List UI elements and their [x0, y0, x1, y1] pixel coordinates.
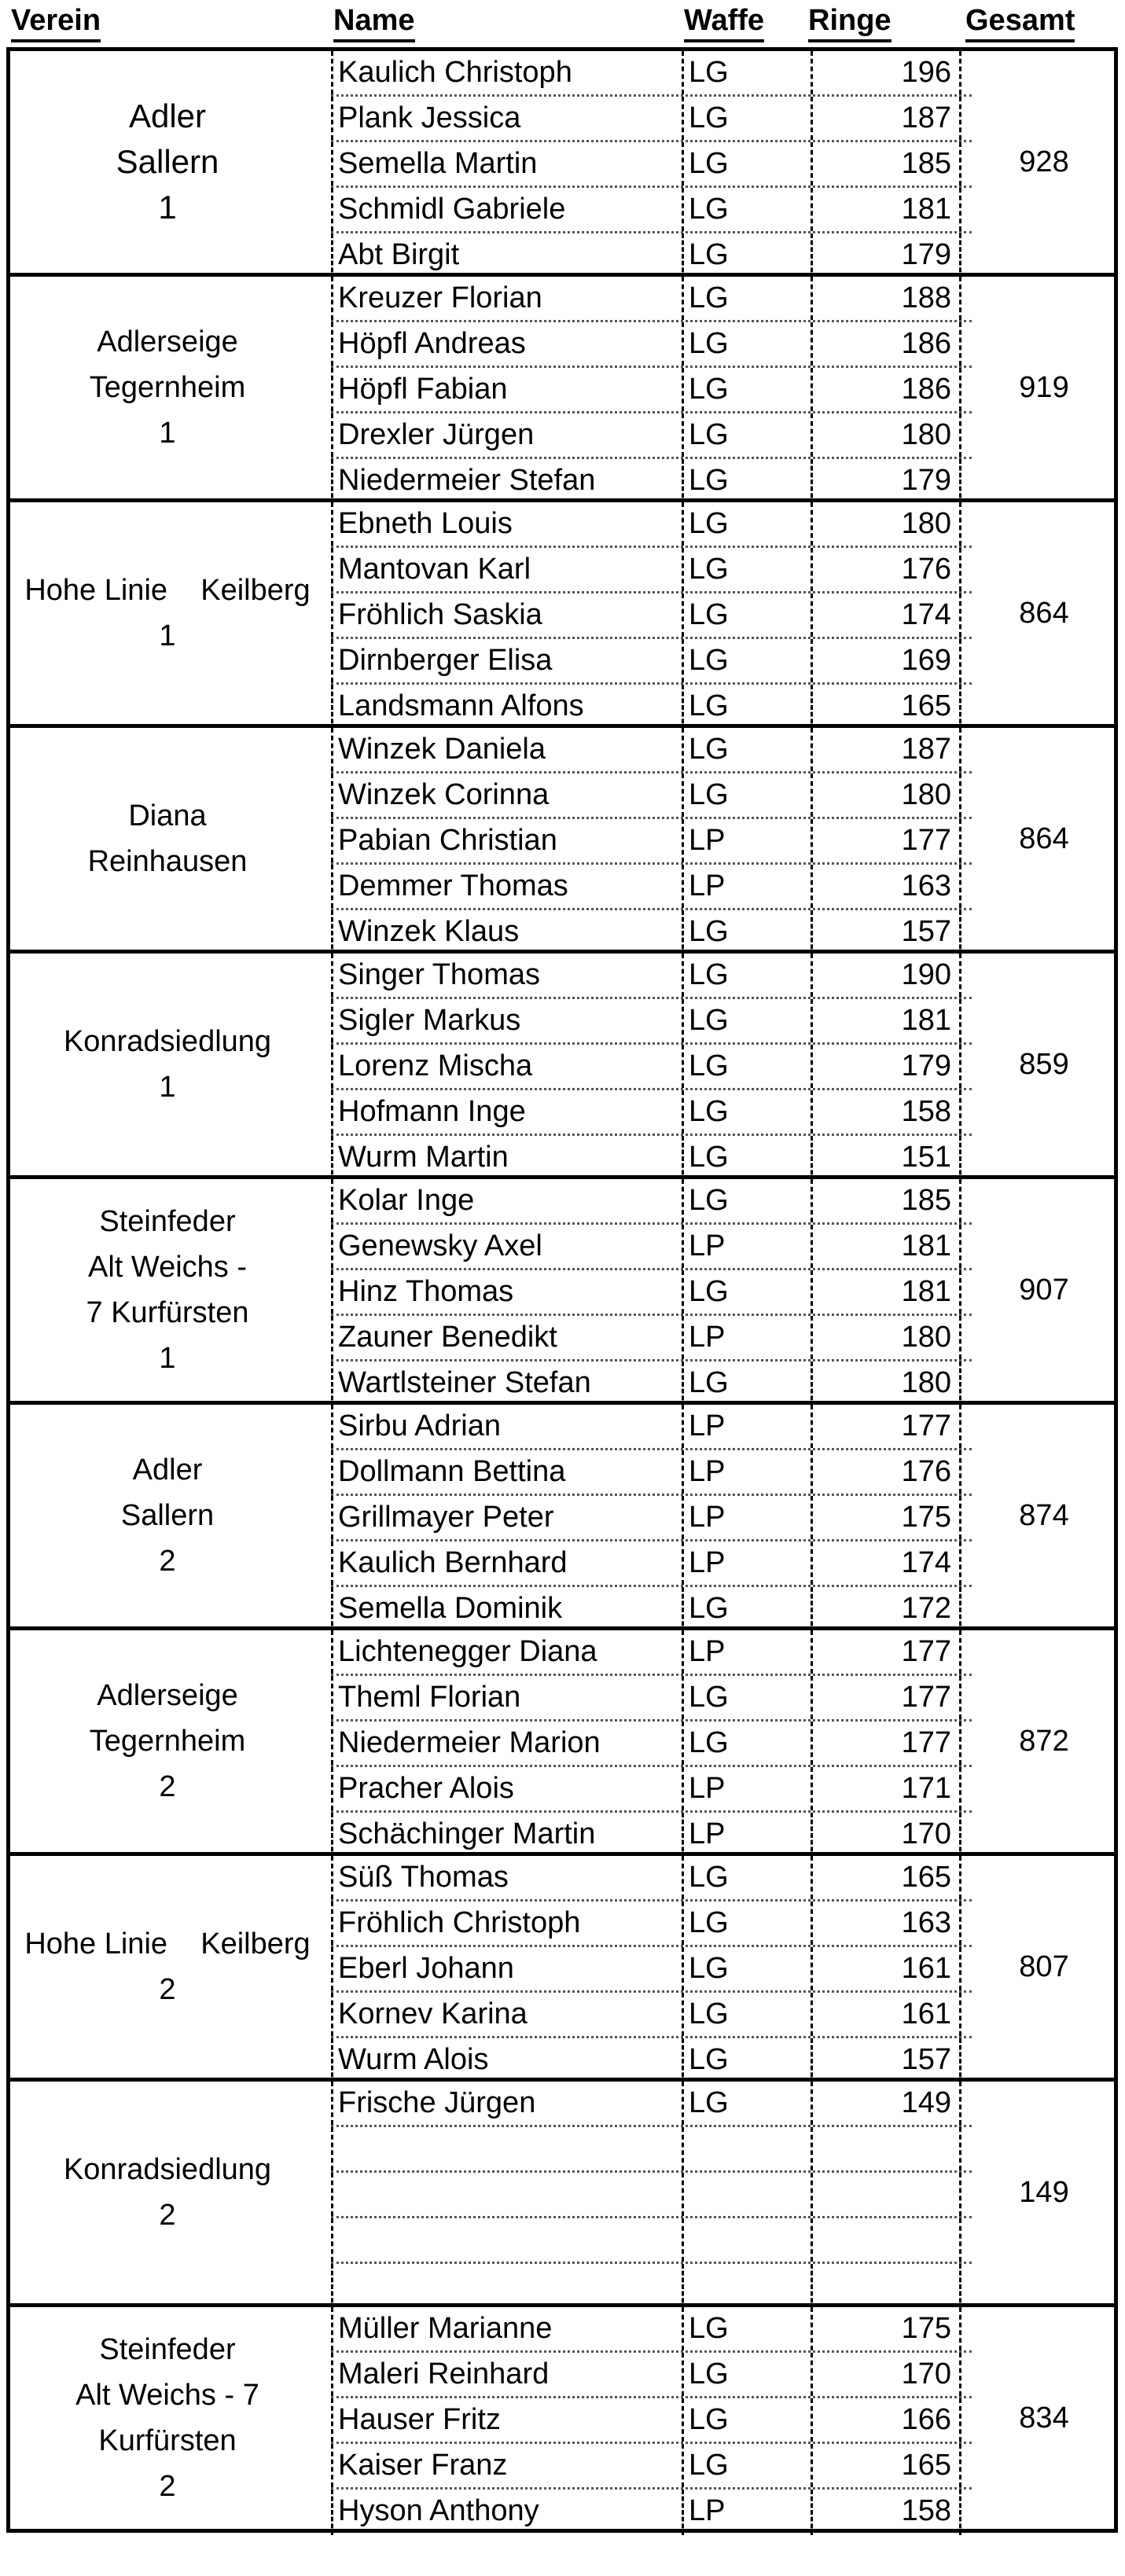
- shooter-rings: 158: [806, 2490, 961, 2535]
- club-name-line: Alt Weichs - 7: [75, 2379, 259, 2412]
- shooter-rows: [331, 502, 972, 724]
- shooter-name: Fröhlich Saskia: [331, 593, 684, 637]
- shooter-weapon: LG: [682, 233, 813, 279]
- shooter-name: Hauser Fritz: [331, 2398, 684, 2442]
- shooter-weapon: LP: [682, 1496, 813, 1539]
- shooter-weapon: LP: [682, 1450, 813, 1494]
- shooter-rows: [331, 1630, 972, 1852]
- club-name-line: Alt Weichs -: [87, 1251, 247, 1284]
- table-row: [331, 1179, 972, 1225]
- table-row: [331, 2127, 972, 2173]
- team-block: [6, 1852, 1118, 2082]
- shooter-rings: 181: [806, 1225, 961, 1268]
- shooter-name: Kaiser Franz: [331, 2444, 684, 2487]
- club-name: [10, 2307, 325, 2529]
- table-row: [331, 548, 972, 593]
- club-name-line: Hohe Linie Keilberg: [24, 574, 311, 607]
- club-name: [10, 728, 325, 950]
- club-name-line: 2: [159, 2470, 176, 2503]
- shooter-weapon: LP: [682, 865, 813, 908]
- shooter-weapon: LG: [682, 774, 813, 817]
- team-block: [6, 2078, 1118, 2307]
- table-row: [331, 2173, 972, 2218]
- shooter-weapon: LG: [682, 999, 813, 1042]
- club-name-line: Reinhausen: [87, 845, 248, 878]
- shooter-rings: 161: [806, 1993, 961, 2036]
- shooter-name: Fröhlich Christoph: [331, 1902, 684, 1945]
- shooter-rings: 179: [806, 459, 961, 505]
- club-name-line: Adlerseige: [97, 325, 238, 358]
- table-row: [331, 1225, 972, 1270]
- team-block: [6, 950, 1118, 1179]
- table-row: [331, 1090, 972, 1136]
- shooter-name: Hinz Thomas: [331, 1270, 684, 1314]
- shooter-name: Grillmayer Peter: [331, 1496, 684, 1539]
- shooter-weapon: LG: [682, 1902, 813, 1945]
- club-name-line: 1: [159, 417, 176, 450]
- shooter-weapon: LG: [682, 2307, 813, 2350]
- shooter-name: Singer Thomas: [331, 954, 684, 997]
- club-name: [10, 1179, 325, 1401]
- shooter-weapon: LG: [682, 2353, 813, 2396]
- shooter-name: Kolar Inge: [331, 1179, 684, 1222]
- shooter-rings: 180: [806, 502, 961, 546]
- shooter-rings: 185: [806, 142, 961, 186]
- shooter-rings: 187: [806, 97, 961, 140]
- shooter-name: Wartlsteiner Stefan: [331, 1361, 684, 1407]
- shooter-weapon: LG: [682, 2398, 813, 2442]
- shooter-name: Kaulich Bernhard: [331, 1542, 684, 1585]
- table-row: [331, 1270, 972, 1316]
- table-row: [331, 865, 972, 910]
- shooter-weapon: LG: [682, 502, 813, 546]
- club-name: [10, 1856, 325, 2078]
- shooter-name: Winzek Corinna: [331, 774, 684, 817]
- club-name-line: 1: [158, 189, 177, 226]
- club-name-line: Adler: [128, 97, 207, 134]
- shooter-rings: 180: [806, 413, 961, 457]
- shooter-name: Ebneth Louis: [331, 502, 684, 546]
- shooter-weapon: LG: [682, 1090, 813, 1134]
- shooter-name: Eberl Johann: [331, 1947, 684, 1990]
- shooter-weapon: LG: [682, 322, 813, 366]
- shooter-name: Semella Martin: [331, 142, 684, 186]
- shooter-name: Höpfl Fabian: [331, 368, 684, 411]
- club-name: [10, 1405, 325, 1626]
- table-row: [331, 1316, 972, 1361]
- shooter-rings: 181: [806, 188, 961, 231]
- shooter-weapon: LP: [682, 819, 813, 862]
- club-name-line: Tegernheim: [89, 371, 246, 404]
- table-row: [331, 2082, 972, 2127]
- shooter-rings: 158: [806, 1090, 961, 1134]
- club-name-line: Konradsiedlung: [63, 1025, 272, 1058]
- shooter-weapon: LG: [682, 97, 813, 140]
- table-row: [331, 1542, 972, 1587]
- shooter-rings: 181: [806, 999, 961, 1042]
- shooter-weapon: LG: [682, 1587, 813, 1633]
- club-name-line: 7 Kurfürsten: [86, 1296, 249, 1329]
- shooter-name: [331, 2173, 684, 2216]
- shooter-rings: 170: [806, 1813, 961, 1858]
- club-name-line: Tegernheim: [89, 1725, 246, 1758]
- shooter-name: Winzek Daniela: [331, 728, 684, 771]
- club-name-line: Kurfürsten: [98, 2424, 237, 2457]
- shooter-name: Dollmann Bettina: [331, 1450, 684, 1494]
- team-block: [6, 47, 1118, 277]
- shooter-rings: 177: [806, 819, 961, 862]
- team-block: [6, 273, 1118, 502]
- club-name: [10, 2082, 325, 2303]
- shooter-rings: 186: [806, 368, 961, 411]
- shooter-name: Drexler Jürgen: [331, 413, 684, 457]
- table-row: [331, 1496, 972, 1542]
- shooter-rings: 165: [806, 2444, 961, 2487]
- team-total: 872: [1019, 1724, 1069, 1758]
- shooter-name: Hofmann Inge: [331, 1090, 684, 1134]
- shooter-rings: 163: [806, 1902, 961, 1945]
- shooter-name: Winzek Klaus: [331, 910, 684, 956]
- table-row: [331, 774, 972, 819]
- shooter-name: Müller Marianne: [331, 2307, 684, 2350]
- shooter-rings: 161: [806, 1947, 961, 1990]
- shooter-name: Hyson Anthony: [331, 2490, 684, 2535]
- shooter-name: Lichtenegger Diana: [331, 1630, 684, 1674]
- shooter-name: Wurm Martin: [331, 1136, 684, 1181]
- shooter-weapon: LP: [682, 1767, 813, 1810]
- shooter-rings: 188: [806, 277, 961, 320]
- table-row: [331, 142, 972, 188]
- shooter-rings: 177: [806, 1676, 961, 1719]
- table-row: [331, 277, 972, 322]
- shooter-weapon: LG: [682, 2038, 813, 2084]
- shooter-name: Niedermeier Stefan: [331, 459, 684, 505]
- shooter-weapon: LG: [682, 1947, 813, 1990]
- shooter-rings: 170: [806, 2353, 961, 2396]
- shooter-name: Mantovan Karl: [331, 548, 684, 591]
- shooter-rows: [331, 1405, 972, 1626]
- shooter-rings: [806, 2127, 961, 2170]
- shooter-name: Niedermeier Marion: [331, 1722, 684, 1765]
- shooter-rows: [331, 277, 972, 498]
- shooter-weapon: LG: [682, 1856, 813, 1899]
- shooter-rings: 157: [806, 2038, 961, 2084]
- team-block: [6, 1175, 1118, 1405]
- club-name: [10, 1630, 325, 1852]
- shooter-weapon: LG: [682, 639, 813, 682]
- club-name-line: Sallern: [116, 143, 219, 180]
- shooter-rings: 180: [806, 1316, 961, 1359]
- shooter-name: Kornev Karina: [331, 1993, 684, 2036]
- table-row: [331, 639, 972, 685]
- shooter-rings: 177: [806, 1405, 961, 1448]
- club-name-line: Konradsiedlung: [63, 2153, 272, 2186]
- shooter-rings: 180: [806, 774, 961, 817]
- shooter-rings: 157: [806, 910, 961, 956]
- shooter-weapon: LG: [682, 188, 813, 231]
- shooter-weapon: LG: [682, 1270, 813, 1314]
- shooter-rings: 187: [806, 728, 961, 771]
- shooter-rings: 165: [806, 685, 961, 730]
- shooter-weapon: LP: [682, 1225, 813, 1268]
- shooter-rows: [331, 2082, 972, 2303]
- table-row: [331, 97, 972, 142]
- team-total: 919: [1019, 370, 1069, 404]
- shooter-rows: [331, 954, 972, 1175]
- shooter-rings: 169: [806, 639, 961, 682]
- club-name-line: 1: [159, 1342, 176, 1375]
- table-row: [331, 1676, 972, 1722]
- shooter-weapon: LG: [682, 51, 813, 94]
- shooter-weapon: LG: [682, 685, 813, 730]
- shooter-rings: 179: [806, 233, 961, 279]
- table-row: [331, 1947, 972, 1993]
- shooter-name: Zauner Benedikt: [331, 1316, 684, 1359]
- club-name-line: Adlerseige: [97, 1679, 238, 1712]
- shooter-name: Schmidl Gabriele: [331, 188, 684, 231]
- shooter-weapon: LG: [682, 1722, 813, 1765]
- shooter-weapon: LP: [682, 1630, 813, 1674]
- shooter-name: Süß Thomas: [331, 1856, 684, 1899]
- shooter-name: Schächinger Martin: [331, 1813, 684, 1858]
- shooter-name: Landsmann Alfons: [331, 685, 684, 730]
- club-name: [10, 277, 325, 498]
- shooter-weapon: LG: [682, 1179, 813, 1222]
- club-name-line: Hohe Linie Keilberg: [24, 1927, 311, 1960]
- team-total: 874: [1019, 1498, 1069, 1532]
- table-row: [331, 1450, 972, 1496]
- team-block: [6, 2303, 1118, 2533]
- shooter-rows: [331, 728, 972, 950]
- shooter-rings: 176: [806, 1450, 961, 1494]
- table-row: [331, 502, 972, 548]
- shooter-weapon: LG: [682, 728, 813, 771]
- club-name: [10, 954, 325, 1175]
- shooter-rows: [331, 51, 972, 273]
- shooter-weapon: LG: [682, 910, 813, 956]
- shooter-name: Plank Jessica: [331, 97, 684, 140]
- club-name-line: Adler: [132, 1453, 203, 1486]
- team-total: 864: [1019, 596, 1069, 630]
- shooter-rings: [806, 2218, 961, 2262]
- shooter-rings: 149: [806, 2082, 961, 2125]
- shooter-name: Dirnberger Elisa: [331, 639, 684, 682]
- table-row: [331, 322, 972, 368]
- header-verein: Verein: [11, 3, 101, 42]
- header-gesamt: Gesamt: [965, 3, 1075, 42]
- shooter-rings: 181: [806, 1270, 961, 1314]
- shooter-rings: 185: [806, 1179, 961, 1222]
- table-row: [331, 2353, 972, 2398]
- shooter-name: Pracher Alois: [331, 1767, 684, 1810]
- table-header: [0, 0, 1125, 44]
- shooter-name: Höpfl Andreas: [331, 322, 684, 366]
- team-total: 859: [1019, 1047, 1069, 1081]
- shooter-rings: 165: [806, 1856, 961, 1899]
- team-total: 834: [1019, 2401, 1069, 2435]
- shooter-rings: 171: [806, 1767, 961, 1810]
- header-ringe: Ringe: [808, 3, 892, 42]
- table-row: [331, 2444, 972, 2490]
- shooter-weapon: LP: [682, 1316, 813, 1359]
- table-row: [331, 51, 972, 97]
- shooter-rings: 175: [806, 1496, 961, 1539]
- table-row: [331, 1767, 972, 1813]
- club-name-line: 2: [159, 2199, 176, 2232]
- shooter-name: Frische Jürgen: [331, 2082, 684, 2125]
- shooter-rings: 186: [806, 322, 961, 366]
- shooter-name: [331, 2218, 684, 2262]
- club-name-line: 1: [159, 1071, 176, 1104]
- shooter-rings: 196: [806, 51, 961, 94]
- club-name-line: Diana: [128, 799, 207, 832]
- table-row: [331, 819, 972, 865]
- shooter-name: Sigler Markus: [331, 999, 684, 1042]
- shooter-rings: 151: [806, 1136, 961, 1181]
- team-block: [6, 498, 1118, 728]
- club-name-line: 2: [159, 1973, 176, 2006]
- table-row: [331, 413, 972, 459]
- table-row: [331, 999, 972, 1045]
- shooter-weapon: LG: [682, 459, 813, 505]
- shooter-weapon: LG: [682, 277, 813, 320]
- table-row: [331, 2307, 972, 2353]
- shooter-weapon: LG: [682, 1045, 813, 1088]
- results-table: [6, 47, 1118, 2529]
- team-block: [6, 724, 1118, 954]
- shooter-name: Kreuzer Florian: [331, 277, 684, 320]
- shooter-name: Semella Dominik: [331, 1587, 684, 1633]
- shooter-name: Wurm Alois: [331, 2038, 684, 2084]
- table-row: [331, 188, 972, 233]
- table-row: [331, 2490, 972, 2535]
- shooter-weapon: [682, 2218, 813, 2262]
- shooter-name: Demmer Thomas: [331, 865, 684, 908]
- club-name-line: Steinfeder: [99, 2333, 236, 2366]
- shooter-weapon: LG: [682, 413, 813, 457]
- shooter-name: Kaulich Christoph: [331, 51, 684, 94]
- table-row: [331, 728, 972, 774]
- shooter-weapon: LP: [682, 1813, 813, 1858]
- team-total: 149: [1019, 2175, 1069, 2209]
- shooter-rings: 179: [806, 1045, 961, 1088]
- shooter-weapon: [682, 2173, 813, 2216]
- shooter-rings: 180: [806, 1361, 961, 1407]
- table-row: [331, 593, 972, 639]
- shooter-rings: 172: [806, 1587, 961, 1633]
- shooter-rings: 163: [806, 865, 961, 908]
- shooter-rings: 177: [806, 1722, 961, 1765]
- shooter-rows: [331, 2307, 972, 2529]
- table-row: [331, 1405, 972, 1450]
- table-row: [331, 2398, 972, 2444]
- shooter-name: Abt Birgit: [331, 233, 684, 279]
- table-row: [331, 1902, 972, 1947]
- table-row: [331, 1722, 972, 1767]
- shooter-weapon: LG: [682, 954, 813, 997]
- shooter-weapon: LG: [682, 1136, 813, 1181]
- club-name-line: 2: [159, 1545, 176, 1578]
- shooter-rings: 166: [806, 2398, 961, 2442]
- table-row: [331, 368, 972, 413]
- shooter-weapon: LG: [682, 368, 813, 411]
- club-name-line: 1: [159, 619, 176, 652]
- team-block: [6, 1401, 1118, 1630]
- shooter-weapon: LG: [682, 142, 813, 186]
- shooter-rings: 176: [806, 548, 961, 591]
- team-total: 907: [1019, 1273, 1069, 1306]
- shooter-weapon: LG: [682, 548, 813, 591]
- shooter-weapon: LP: [682, 1405, 813, 1448]
- team-block: [6, 1626, 1118, 1856]
- shooter-name: Lorenz Mischa: [331, 1045, 684, 1088]
- table-row: [331, 1630, 972, 1676]
- team-total: 807: [1019, 1949, 1069, 1983]
- team-total: 864: [1019, 821, 1069, 855]
- shooter-weapon: LP: [682, 2490, 813, 2535]
- shooter-weapon: LG: [682, 593, 813, 637]
- shooter-rings: 175: [806, 2307, 961, 2350]
- shooter-name: Maleri Reinhard: [331, 2353, 684, 2396]
- table-row: [331, 2218, 972, 2264]
- club-name-line: 2: [159, 1770, 176, 1803]
- shooter-rings: 174: [806, 593, 961, 637]
- header-waffe: Waffe: [684, 3, 764, 42]
- header-name: Name: [333, 3, 415, 42]
- table-row: [331, 1993, 972, 2038]
- club-name: [10, 51, 325, 273]
- team-total: 928: [1019, 145, 1069, 178]
- shooter-weapon: [682, 2127, 813, 2170]
- shooter-weapon: LP: [682, 1542, 813, 1585]
- club-name-line: Sallern: [120, 1499, 215, 1532]
- shooter-rings: 190: [806, 954, 961, 997]
- shooter-name: Theml Florian: [331, 1676, 684, 1719]
- shooter-rings: 177: [806, 1630, 961, 1674]
- table-row: [331, 954, 972, 999]
- table-row: [331, 1045, 972, 1090]
- shooter-name: Genewsky Axel: [331, 1225, 684, 1268]
- club-name-line: Steinfeder: [99, 1205, 236, 1238]
- shooter-name: Pabian Christian: [331, 819, 684, 862]
- shooter-name: [331, 2127, 684, 2170]
- shooter-weapon: LG: [682, 2082, 813, 2125]
- shooter-weapon: LG: [682, 1993, 813, 2036]
- shooter-rings: [806, 2173, 961, 2216]
- shooter-name: Sirbu Adrian: [331, 1405, 684, 1448]
- club-name: [10, 502, 325, 724]
- shooter-weapon: LG: [682, 1676, 813, 1719]
- shooter-rings: 174: [806, 1542, 961, 1585]
- shooter-weapon: LG: [682, 1361, 813, 1407]
- table-row: [331, 1856, 972, 1902]
- shooter-rows: [331, 1856, 972, 2078]
- shooter-weapon: LG: [682, 2444, 813, 2487]
- shooter-rows: [331, 1179, 972, 1401]
